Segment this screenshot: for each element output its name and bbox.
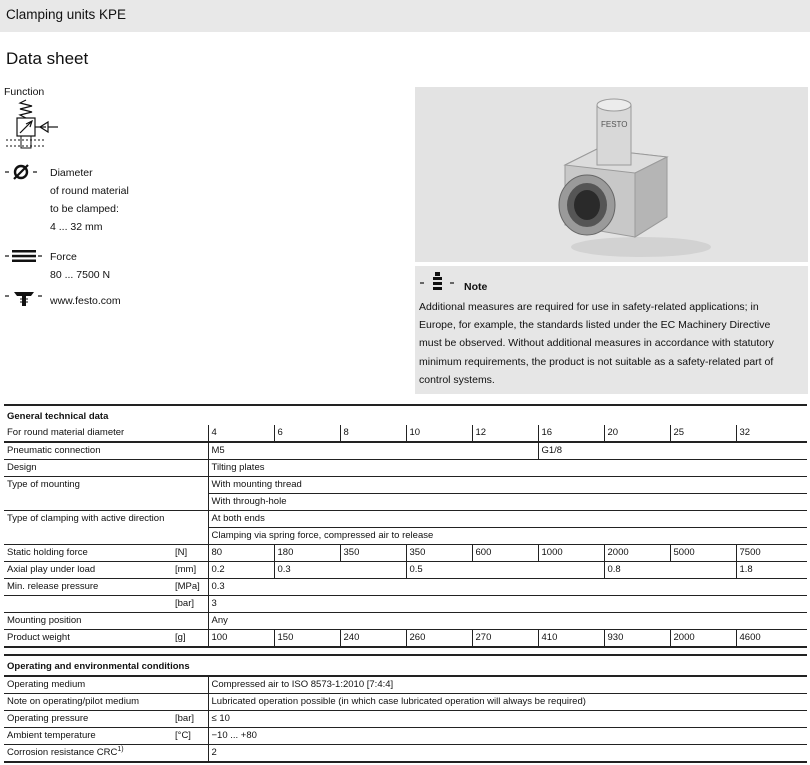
- note-header: [419, 272, 488, 294]
- force-icon: [4, 248, 44, 264]
- table-cell: At both ends: [208, 511, 807, 528]
- table-cell: M5: [208, 442, 538, 460]
- table-cell: Compressed air to ISO 8573-1:2010 [7:4:4]: [208, 676, 807, 694]
- diameter-line-2: of round material: [50, 185, 129, 197]
- diameter-cell: 4: [208, 425, 274, 442]
- row-label: Operating pressure: [4, 711, 172, 728]
- row-label: Design: [4, 460, 208, 477]
- row-label: Axial play under load: [4, 562, 172, 579]
- table-cell: 5000: [670, 545, 736, 562]
- table-cell: 260: [406, 630, 472, 648]
- sheet-title: Data sheet: [6, 49, 89, 68]
- table-row: [4, 728, 807, 745]
- table-cell: 180: [274, 545, 340, 562]
- website-link[interactable]: www.festo.com: [50, 295, 121, 307]
- table-row: [4, 442, 807, 460]
- table-section-row: [4, 405, 807, 425]
- crc-label: Corrosion resistance CRC: [7, 747, 118, 758]
- note-line-3: must be observed. Without additional measures in accordance with statutory: [419, 337, 774, 350]
- table-row: [4, 579, 807, 596]
- diameter-cell: 25: [670, 425, 736, 442]
- product-image-label: FESTO: [601, 120, 628, 129]
- table-cell: 150: [274, 630, 340, 648]
- table-row: [4, 562, 807, 579]
- diameter-line-3: to be clamped:: [50, 203, 119, 215]
- table-cell: 2: [208, 745, 807, 763]
- web-feature: [50, 292, 121, 310]
- product-photo: [415, 87, 808, 262]
- row-label: Note on operating/pilot medium: [4, 694, 208, 711]
- table-cell: Clamping via spring force, compressed air to release: [208, 528, 807, 545]
- diameter-cell: 12: [472, 425, 538, 442]
- table-cell: 350: [340, 545, 406, 562]
- table-cell: With mounting thread: [208, 477, 807, 494]
- table-cell: 240: [340, 630, 406, 648]
- note-line-5: control systems.: [419, 373, 495, 386]
- note-icon: [419, 272, 459, 294]
- table-cell: 2000: [604, 545, 670, 562]
- table-cell: 0.3: [208, 579, 807, 596]
- operating-conditions-table: [4, 654, 807, 763]
- table-cell: 600: [472, 545, 538, 562]
- function-symbol-icon: [4, 98, 62, 152]
- diameter-cell: 32: [736, 425, 807, 442]
- table-cell: 0.3: [274, 562, 406, 579]
- table-row: [4, 545, 807, 562]
- diameter-cell: 20: [604, 425, 670, 442]
- table-cell: 930: [604, 630, 670, 648]
- general-technical-data-table: [4, 404, 807, 648]
- table-row: [4, 745, 807, 763]
- table-cell: 410: [538, 630, 604, 648]
- unit-cell: [N]: [172, 545, 208, 562]
- table-row: [4, 460, 807, 477]
- note-line-2: Europe, for example, the standards listed under the EC Machinery Directive: [419, 319, 771, 332]
- force-line-2: 80 ... 7500 N: [50, 269, 111, 281]
- unit-cell: [mm]: [172, 562, 208, 579]
- crc-footnote: 1): [117, 745, 124, 753]
- table-cell: 4600: [736, 630, 807, 648]
- table-cell: −10 ... +80: [208, 728, 807, 745]
- table-row: [4, 613, 807, 630]
- table-cell: 1.8: [736, 562, 807, 579]
- table-cell: Lubricated operation possible (in which case lubricated operation will always be required): [208, 694, 807, 711]
- table-row: [4, 676, 807, 694]
- table-cell: 0.8: [604, 562, 736, 579]
- table-cell: 350: [406, 545, 472, 562]
- note-line-4: minimum requirements, the product is not suitable as a safety-related part of: [419, 355, 774, 368]
- diameter-feature: [50, 164, 129, 236]
- row-label: Mounting position: [4, 613, 208, 630]
- diameter-cell: 6: [274, 425, 340, 442]
- row-label: Type of mounting: [4, 477, 208, 511]
- table-row: [4, 694, 807, 711]
- table-cell: 100: [208, 630, 274, 648]
- diameter-icon: [4, 163, 40, 181]
- diameter-cell: 8: [340, 425, 406, 442]
- row-label: Operating medium: [4, 676, 208, 694]
- table-cell: 80: [208, 545, 274, 562]
- diameter-cell: 16: [538, 425, 604, 442]
- table-cell: 3: [208, 596, 807, 613]
- table-section-row: [4, 655, 807, 676]
- table-cell: Any: [208, 613, 807, 630]
- diameter-cell: 10: [406, 425, 472, 442]
- table-cell: 7500: [736, 545, 807, 562]
- row-label: Ambient temperature: [4, 728, 172, 745]
- unit-cell: [bar]: [172, 711, 208, 728]
- row-label: Min. release pressure: [4, 579, 172, 596]
- table-cell: ≤ 10: [208, 711, 807, 728]
- row-label-empty: [4, 596, 172, 613]
- unit-cell: [MPa]: [172, 579, 208, 596]
- table-cell: 270: [472, 630, 538, 648]
- unit-cell: [°C]: [172, 728, 208, 745]
- table-cell: G1/8: [538, 442, 807, 460]
- note-heading: Note: [464, 281, 488, 293]
- table-cell: 0.2: [208, 562, 274, 579]
- table-row: [4, 630, 807, 648]
- force-feature: [50, 248, 110, 284]
- table-row: [4, 511, 807, 528]
- table-row: [4, 477, 807, 494]
- diameter-line-4: 4 ... 32 mm: [50, 221, 103, 233]
- row-label: For round material diameter: [4, 425, 208, 442]
- diameter-line-1: Diameter: [50, 167, 93, 179]
- force-line-1: Force: [50, 251, 77, 263]
- table-cell: With through-hole: [208, 494, 807, 511]
- table-cell: Tilting plates: [208, 460, 807, 477]
- row-label: Product weight: [7, 632, 70, 643]
- note-text: [419, 298, 805, 389]
- function-label: Function: [4, 86, 45, 98]
- section-title: General technical data: [7, 411, 109, 422]
- wrench-icon: [4, 288, 44, 310]
- note-line-1: Additional measures are required for use in safety-related applications; in: [419, 301, 759, 313]
- unit-cell: [g]: [175, 632, 186, 643]
- header-bar: [0, 0, 810, 32]
- section-title: Operating and environmental conditions: [4, 655, 807, 676]
- row-label: Type of clamping with active direction: [4, 511, 208, 545]
- page-header-title: Clamping units KPE: [6, 7, 127, 22]
- table-cell: 1000: [538, 545, 604, 562]
- row-label: Static holding force: [4, 545, 172, 562]
- table-row: [4, 596, 807, 613]
- unit-cell: [bar]: [172, 596, 208, 613]
- table-header-row: [4, 425, 807, 442]
- table-cell: 0.5: [406, 562, 604, 579]
- product-image: [415, 87, 808, 262]
- note-box: [415, 266, 808, 394]
- table-cell: 2000: [670, 630, 736, 648]
- row-label: Pneumatic connection: [4, 442, 208, 460]
- table-row: [4, 711, 807, 728]
- row-label-crc: [4, 745, 208, 763]
